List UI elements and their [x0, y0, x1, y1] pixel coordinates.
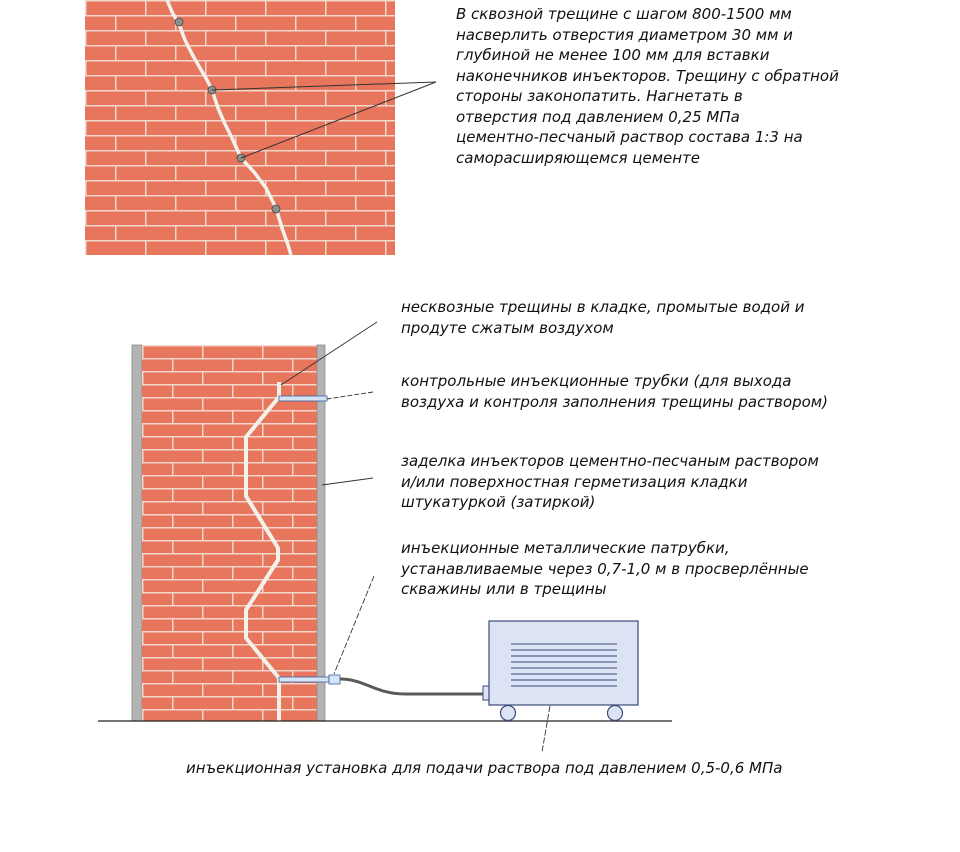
top-brick-wall: [85, 0, 395, 255]
text-line: цементно-песчаный раствор состава 1:3 на: [456, 128, 803, 146]
text-line: устанавливаемые через 0,7-1,0 м в просверлённые: [401, 559, 809, 578]
text-line: продуте сжатым воздухом: [401, 318, 614, 337]
label-injector-nozzles: [401, 538, 881, 600]
plaster-left: [132, 345, 142, 721]
text-line: насверлить отверстия диаметром 30 мм и: [456, 25, 793, 44]
text-line: стороны законопатить. Нагнетать в: [456, 87, 743, 105]
label-control-tubes: [401, 371, 881, 412]
control-tube: [279, 396, 327, 401]
unit-wheel-right: [608, 706, 623, 721]
top-wall-group: [85, 0, 436, 255]
text-line: штукатуркой (затиркой): [401, 493, 596, 511]
drill-hole-4: [272, 205, 280, 213]
injection-hose: [340, 679, 483, 694]
text-line: скважины или в трещины: [401, 580, 607, 598]
unit-outlet: [483, 686, 489, 700]
text-line: инъекционные металлические патрубки,: [401, 539, 730, 557]
leader-control-tubes: [327, 392, 373, 399]
through-crack-instructions: [456, 4, 896, 168]
injector-tube: [279, 677, 329, 682]
injection-unit: [483, 621, 638, 721]
text-line: и/или поверхностная герметизация кладки: [401, 472, 748, 491]
text-line: контрольные инъекционные трубки (для выхода: [401, 372, 792, 390]
unit-wheel-left: [501, 706, 516, 721]
label-sealing: [401, 451, 881, 513]
text-line: отверстия под давлением 0,25 МПа: [456, 107, 740, 126]
leader-sealing: [322, 478, 373, 485]
leader-injector-nozzles: [334, 576, 374, 674]
text-line: заделка инъекторов цементно-песчаным раствором: [401, 452, 819, 470]
label-injection-unit: [186, 758, 886, 779]
text-line: В сквозной трещине с шагом 800-1500 мм: [456, 5, 792, 23]
text-line: инъекционная установка для подачи раствора под давлением 0,5-0,6 МПа: [186, 759, 783, 777]
text-line: наконечников инъекторов. Трещину с обратной: [456, 66, 839, 85]
leader-injection-unit: [542, 706, 550, 752]
drill-hole-1: [175, 18, 183, 26]
text-line: саморасширяющемся цементе: [456, 148, 701, 167]
text-line: воздуха и контроля заполнения трещины раствором): [401, 392, 828, 411]
label-nonthrough-cracks: [401, 297, 861, 338]
text-line: глубиной не менее 100 мм для вставки: [456, 46, 770, 64]
text-line: несквозные трещины в кладке, промытые водой и: [401, 298, 805, 316]
injector-nozzle: [329, 675, 340, 684]
unit-body: [489, 621, 638, 705]
